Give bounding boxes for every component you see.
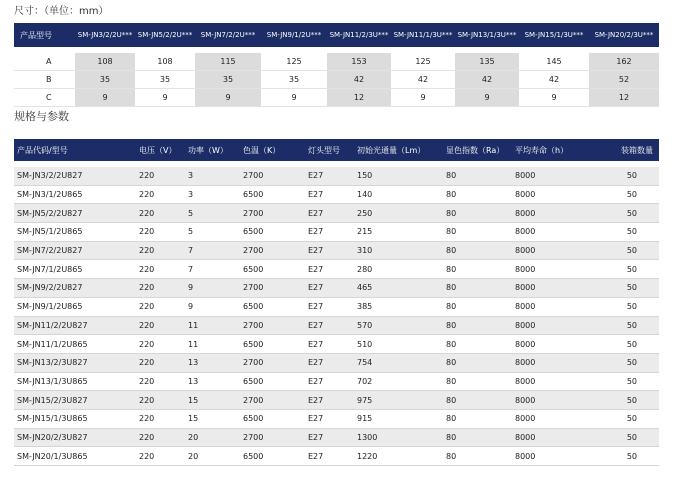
spec-cell: 220 [136,279,185,298]
dimension-value: 153 [327,53,391,71]
spec-row [14,335,659,354]
spec-cell: E27 [305,260,354,279]
spec-header-row [14,139,659,161]
spec-table [14,139,659,466]
spec-cell: E27 [305,372,354,391]
spec-cell: 220 [136,223,185,242]
spec-cell: 385 [354,297,443,316]
spec-cell: 6500 [240,335,305,354]
spec-cell: 570 [354,316,443,335]
spec-row [14,241,659,260]
spec-cell: 2700 [240,204,305,223]
dimensions-header-row [14,23,659,47]
spec-cell: 8000 [512,428,599,447]
spec-cell: 50 [599,185,659,204]
spec-cell: 9 [185,279,240,298]
spec-cell: E27 [305,428,354,447]
spec-cell: 50 [599,428,659,447]
spec-cell: 50 [599,223,659,242]
spec-cell: 80 [443,241,512,260]
spec-cell: 2700 [240,353,305,372]
spec-row [14,353,659,372]
spec-cell: 80 [443,409,512,428]
dimension-value: 12 [327,89,391,107]
spec-cell: 8000 [512,447,599,466]
spec-cell: 220 [136,409,185,428]
dimension-value: 42 [519,71,589,89]
spec-cell: E27 [305,316,354,335]
spec-cell: E27 [305,241,354,260]
spec-cell: 2700 [240,316,305,335]
spec-header-cell: 显色指数（Ra） [443,139,512,161]
spec-cell: 975 [354,391,443,410]
spec-cell: 50 [599,260,659,279]
spec-header-cell: 产品代码/型号 [14,139,136,161]
dimension-value: 9 [519,89,589,107]
dimension-value: 125 [261,53,327,71]
spec-cell: SM-JN11/2/2U827 [14,316,136,335]
spec-cell: 5 [185,223,240,242]
spec-cell: 220 [136,241,185,260]
spec-row [14,185,659,204]
dimension-value: 145 [519,53,589,71]
spec-cell: 50 [599,353,659,372]
spec-cell: 220 [136,447,185,466]
spec-cell: 220 [136,335,185,354]
spec-cell: 2700 [240,167,305,185]
dimensions-header-label: 产品型号 [14,23,75,47]
spec-cell: 1300 [354,428,443,447]
spec-cell: 80 [443,260,512,279]
spec-cell: 250 [354,204,443,223]
dimension-value: 35 [261,71,327,89]
spec-header-cell: 电压（V） [136,139,185,161]
spec-cell: 220 [136,353,185,372]
spec-cell: 915 [354,409,443,428]
spec-cell: 8000 [512,167,599,185]
spec-cell: 702 [354,372,443,391]
spec-cell: 9 [185,297,240,316]
model-header: SM-JN11/2/3U*** [327,23,391,47]
spec-cell: SM-JN7/1/2U865 [14,260,136,279]
model-header: SM-JN20/2/3U*** [589,23,659,47]
dimension-row [14,89,659,107]
spec-cell: E27 [305,353,354,372]
spec-cell: 80 [443,297,512,316]
spec-row [14,409,659,428]
spec-cell: 80 [443,428,512,447]
spec-cell: 8000 [512,260,599,279]
spec-cell: 8000 [512,409,599,428]
spec-cell: 140 [354,185,443,204]
spec-cell: 80 [443,391,512,410]
spec-cell: SM-JN13/1/3U865 [14,372,136,391]
spec-cell: E27 [305,391,354,410]
model-header: SM-JN5/2/2U*** [135,23,195,47]
spec-cell: 220 [136,260,185,279]
spec-cell: SM-JN5/1/2U865 [14,223,136,242]
spec-cell: 6500 [240,260,305,279]
spec-cell: 3 [185,185,240,204]
spec-cell: 80 [443,204,512,223]
spec-header-cell: 初始光通量（Lm） [354,139,443,161]
model-header: SM-JN7/2/2U*** [195,23,261,47]
dimension-value: 9 [195,89,261,107]
dimensions-table [14,23,659,107]
spec-cell: 80 [443,447,512,466]
spec-row [14,316,659,335]
spec-cell: 2700 [240,428,305,447]
dimension-value: 42 [327,71,391,89]
spec-cell: 20 [185,428,240,447]
model-header: SM-JN11/1/3U*** [391,23,455,47]
spec-cell: 465 [354,279,443,298]
spec-cell: SM-JN15/1/3U865 [14,409,136,428]
dimension-value: 9 [455,89,519,107]
size-title: 尺寸：（单位：mm） [14,6,109,17]
spec-cell: 1220 [354,447,443,466]
spec-cell: 13 [185,372,240,391]
spec-cell: 7 [185,241,240,260]
spec-cell: E27 [305,204,354,223]
spec-cell: 6500 [240,223,305,242]
spec-cell: 2700 [240,279,305,298]
spec-cell: 220 [136,185,185,204]
spec-header-cell: 色温（K） [240,139,305,161]
spec-cell: SM-JN15/2/3U827 [14,391,136,410]
spec-cell: 50 [599,167,659,185]
spec-cell: 6500 [240,185,305,204]
spec-cell: 8000 [512,241,599,260]
spec-cell: 80 [443,335,512,354]
spec-cell: 80 [443,279,512,298]
spec-row [14,279,659,298]
dimension-value: 125 [391,53,455,71]
spec-cell: 80 [443,185,512,204]
spec-cell: SM-JN3/2/2U827 [14,167,136,185]
spec-cell: 220 [136,428,185,447]
spec-cell: 6500 [240,447,305,466]
spec-cell: SM-JN9/2/2U827 [14,279,136,298]
spec-cell: 220 [136,372,185,391]
spec-cell: 7 [185,260,240,279]
dimension-value: 9 [135,89,195,107]
spec-cell: 8000 [512,297,599,316]
model-header: SM-JN15/1/3U*** [519,23,589,47]
spec-cell: SM-JN9/1/2U865 [14,297,136,316]
spec-row [14,260,659,279]
spec-cell: 6500 [240,297,305,316]
spec-cell: 220 [136,167,185,185]
dimension-value: 9 [261,89,327,107]
model-header: SM-JN13/1/3U*** [455,23,519,47]
dimension-row [14,53,659,71]
dimension-value: 12 [589,89,659,107]
spec-cell: 220 [136,391,185,410]
spec-cell: 510 [354,335,443,354]
spec-cell: 150 [354,167,443,185]
spec-cell: 2700 [240,391,305,410]
spec-cell: SM-JN20/2/3U827 [14,428,136,447]
spec-cell: 220 [136,204,185,223]
spec-cell: 50 [599,391,659,410]
spec-cell: 50 [599,335,659,354]
model-header: SM-JN3/2/2U*** [75,23,135,47]
spec-cell: E27 [305,167,354,185]
dimension-value: 135 [455,53,519,71]
spec-row [14,428,659,447]
spec-cell: E27 [305,447,354,466]
spec-cell: 5 [185,204,240,223]
spec-cell: 6500 [240,409,305,428]
dimension-row [14,71,659,89]
spec-cell: 8000 [512,353,599,372]
spec-section-title: 规格与参数 [14,110,69,123]
spec-cell: 11 [185,316,240,335]
spec-cell: SM-JN20/1/3U865 [14,447,136,466]
spec-cell: 15 [185,409,240,428]
model-header: SM-JN9/1/2U*** [261,23,327,47]
dimension-value: 108 [75,53,135,71]
spec-cell: 8000 [512,279,599,298]
spec-row [14,167,659,185]
spec-cell: 310 [354,241,443,260]
dimension-value: 42 [455,71,519,89]
spec-cell: 754 [354,353,443,372]
dimension-value: 35 [195,71,261,89]
spec-cell: E27 [305,409,354,428]
spec-cell: 13 [185,353,240,372]
spec-row [14,204,659,223]
spec-cell: SM-JN7/2/2U827 [14,241,136,260]
spec-cell: 280 [354,260,443,279]
spec-cell: 50 [599,241,659,260]
spec-cell: 6500 [240,372,305,391]
spec-cell: 80 [443,372,512,391]
dimension-value: 9 [391,89,455,107]
spec-cell: SM-JN11/1/2U865 [14,335,136,354]
spec-cell: 50 [599,447,659,466]
spec-cell: SM-JN13/2/3U827 [14,353,136,372]
spec-cell: 8000 [512,372,599,391]
spec-header-cell: 装箱数量 [599,139,659,161]
spec-cell: 80 [443,223,512,242]
spec-cell: SM-JN5/2/2U827 [14,204,136,223]
dimension-value: 42 [391,71,455,89]
spec-cell: 80 [443,316,512,335]
dimension-label: C [14,89,75,107]
spec-cell: 50 [599,204,659,223]
dimension-value: 9 [75,89,135,107]
spec-cell: 80 [443,167,512,185]
spec-cell: 8000 [512,223,599,242]
spec-cell: 8000 [512,335,599,354]
spec-header-cell: 灯头型号 [305,139,354,161]
dimension-value: 35 [135,71,195,89]
spec-cell: 8000 [512,185,599,204]
spec-cell: 80 [443,353,512,372]
spec-cell: 50 [599,372,659,391]
dimension-value: 35 [75,71,135,89]
dimension-label: A [14,53,75,71]
spec-cell: 20 [185,447,240,466]
spec-header-cell: 功率（W） [185,139,240,161]
dimension-value: 52 [589,71,659,89]
spec-cell: E27 [305,223,354,242]
spec-cell: 3 [185,167,240,185]
spec-cell: 50 [599,409,659,428]
spec-cell: 220 [136,316,185,335]
spec-cell: 50 [599,316,659,335]
spec-header-cell: 平均寿命（h） [512,139,599,161]
spec-cell: 50 [599,279,659,298]
spec-cell: 2700 [240,241,305,260]
spec-row [14,297,659,316]
dimension-label: B [14,71,75,89]
dimension-value: 115 [195,53,261,71]
spec-cell: 11 [185,335,240,354]
spec-cell: E27 [305,185,354,204]
spec-cell: 8000 [512,316,599,335]
spec-cell: 15 [185,391,240,410]
spec-cell: E27 [305,297,354,316]
spec-row [14,391,659,410]
spec-cell: SM-JN3/1/2U865 [14,185,136,204]
spec-row [14,223,659,242]
spec-cell: E27 [305,279,354,298]
spec-cell: 215 [354,223,443,242]
spec-cell: E27 [305,335,354,354]
dimension-value: 108 [135,53,195,71]
dimension-value: 162 [589,53,659,71]
spec-cell: 8000 [512,204,599,223]
spec-cell: 8000 [512,391,599,410]
spec-cell: 50 [599,297,659,316]
spec-cell: 220 [136,297,185,316]
spec-row [14,372,659,391]
spec-row [14,447,659,466]
